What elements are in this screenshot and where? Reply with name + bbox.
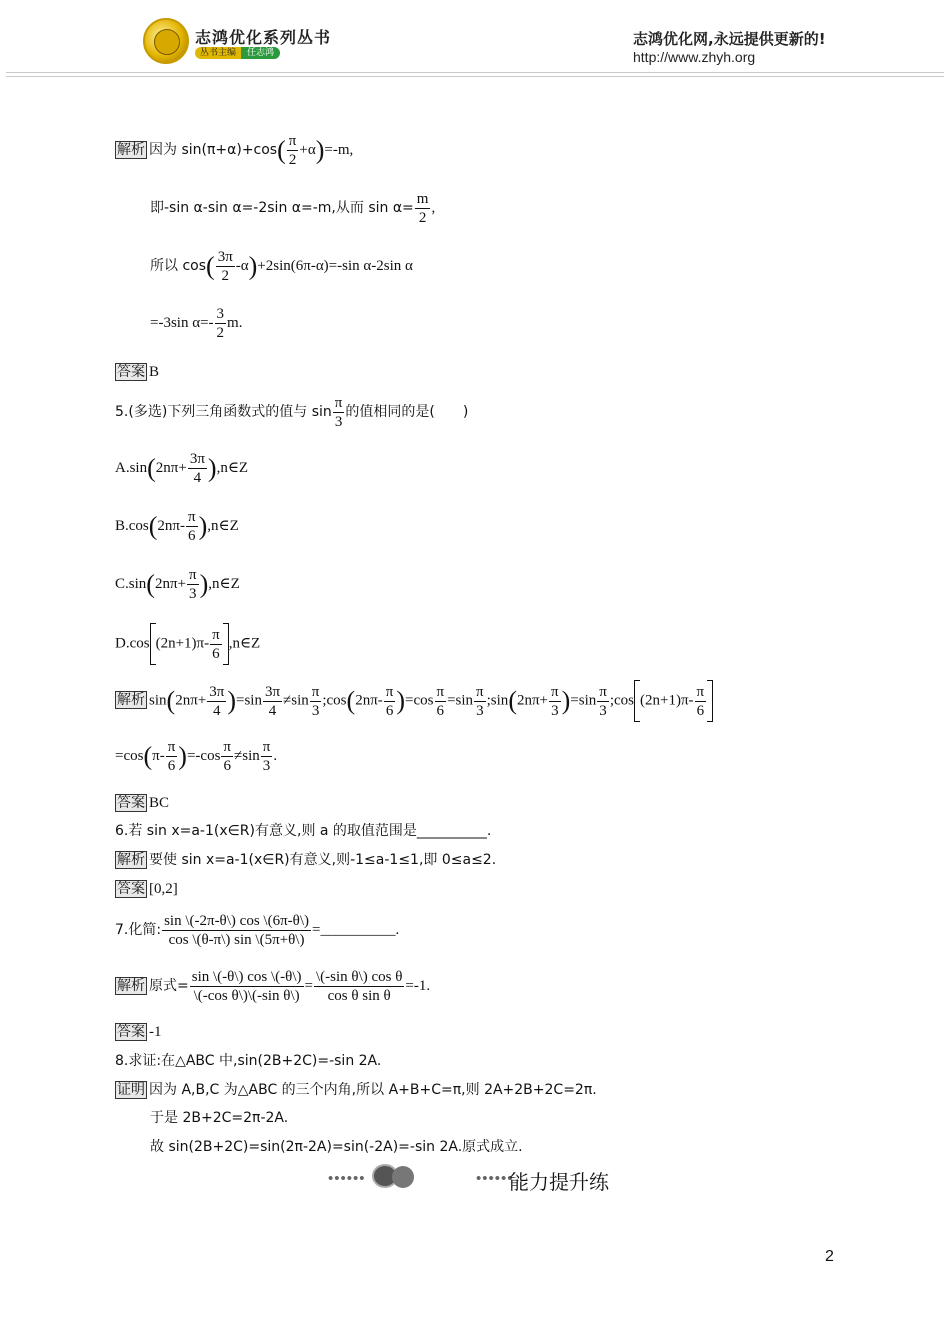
q6-analysis: 解析 要使 sin x=a-1(x∈R)有意义,则-1≤a-1≤1,即 0≤a≤2. bbox=[117, 852, 497, 868]
publisher-logo bbox=[143, 18, 189, 64]
q6-stem: 6.若 sin x=a-1(x∈R)有意义,则 a 的取值范围是__________. bbox=[115, 823, 492, 839]
q8-proof-line-3: 故 sin(2B+2C)=sin(2π-2A)=sin(-2A)=-sin 2A.原式成立. bbox=[150, 1139, 523, 1155]
proof-label: 证明 bbox=[117, 1082, 145, 1098]
site-slogan: 志鸿优化网,永远提供更新的! bbox=[633, 30, 826, 48]
q5-option-a: A.sin(2nπ+ $\frac{3\pi}{4}$ ),n∈Z bbox=[115, 451, 249, 486]
page-header bbox=[0, 0, 950, 80]
analysis-label: 解析 bbox=[117, 692, 145, 709]
q8-stem: 8.求证:在△ABC 中,sin(2B+2C)=-sin 2A. bbox=[115, 1053, 382, 1069]
q5-option-d: D.cos (2n+1)π- $\frac{\pi}{6}$ ,n∈Z bbox=[115, 623, 260, 665]
editor-tag-label: 丛书主编 bbox=[195, 47, 241, 59]
answer-label: 答案 bbox=[117, 364, 145, 380]
section-dots-right: •••••• bbox=[476, 1170, 514, 1187]
q4-analysis-line-3: 所以 cos( $\frac{3\pi}{2}$ -α)+2sin(6π-α)=-sin α-2sin α bbox=[150, 249, 413, 284]
page-number: 2 bbox=[825, 1248, 834, 1265]
answer-label: 答案 bbox=[117, 795, 145, 811]
section-badge-icon bbox=[372, 1164, 416, 1188]
q8-proof-line-2: 于是 2B+2C=2π-2A. bbox=[150, 1110, 289, 1126]
q4-analysis-line-4: =-3sin α=- $\frac{3}{2}$ m. bbox=[150, 306, 243, 341]
q5-analysis-line-1: 解析 sin(2nπ+ $\frac{3\pi}{4}$ )=sin $\frac{3\pi}{4}$ ≠sin $\frac{\pi}{3}$ ;cos(2nπ- $\frac{\pi}{6}$ )=cos $\frac{\pi}{6}$ =sin $\frac{\pi}{3}$ ;sin(2nπ+ $\frac{\pi}{3}$ )=sin $\frac{\pi}{3}$ ;cos (2n+1)π- $\frac{\pi}{6}$ bbox=[115, 680, 713, 722]
q5-option-c: C.sin(2nπ+ $\frac{\pi}{3}$ ),n∈Z bbox=[115, 567, 240, 602]
q6-answer: 答案 [0,2] bbox=[117, 881, 178, 897]
q4-analysis-line-1: 解析 因为 sin(π+α)+cos( $\frac{\pi}{2}$ +α)=-m, bbox=[117, 133, 354, 168]
answer-label: 答案 bbox=[117, 881, 145, 897]
q4-analysis-line-2: 即-sin α-sin α=-2sin α=-m,从而 sin α= $\frac{m}{2}$ , bbox=[150, 191, 436, 226]
brand-title: 志鸿优化系列丛书 bbox=[195, 28, 332, 47]
q7-answer: 答案 -1 bbox=[117, 1024, 162, 1040]
header-rule bbox=[6, 76, 944, 77]
header-rule bbox=[6, 72, 944, 73]
q5-option-b: B.cos(2nπ- $\frac{\pi}{6}$ ),n∈Z bbox=[115, 509, 239, 544]
q4-answer: 答案 B bbox=[117, 364, 160, 380]
q5-analysis-line-2: =cos(π- $\frac{\pi}{6}$ )=-cos $\frac{\pi}{6}$ ≠sin $\frac{\pi}{3}$ . bbox=[115, 739, 278, 774]
q5-answer: 答案 BC bbox=[117, 795, 170, 811]
q7-stem: 7.化简: $\frac{\sin \backslash(-2\pi-\theta\backslash) \cos \backslash(6\pi-\theta\backslash)}{\cos \backslash(\theta-\pi\backslash) \sin \backslash(5\pi+\theta\backslash)}$ =__________. bbox=[115, 913, 400, 948]
section-title: 能力提升练 bbox=[509, 1170, 609, 1194]
analysis-label: 解析 bbox=[117, 977, 145, 994]
analysis-label: 解析 bbox=[117, 141, 145, 158]
editor-tag bbox=[195, 47, 280, 59]
q5-stem: 5.(多选)下列三角函数式的值与 sin $\frac{\pi}{3}$ 的值相同的是( ) bbox=[115, 395, 469, 430]
section-dots-left: •••••• bbox=[328, 1170, 366, 1187]
site-url[interactable]: http://www.zhyh.org bbox=[633, 49, 756, 65]
analysis-label: 解析 bbox=[117, 852, 145, 868]
q7-analysis: 解析 原式= $\frac{\sin \backslash(-\theta\backslash) \cos \backslash(-\theta\backslash)}{\text{\textbackslash{}(-cos θ\textbackslash{})\textbackslash{}(-sin θ\textbackslash{})}}$ = $\frac{\text{\textbackslash{}(-sin θ\textbackslash{}) cos θ}}{\text{cos θ sin θ}}$ =-1. bbox=[117, 969, 431, 1004]
editor-tag-name: 任志鸿 bbox=[241, 47, 280, 59]
q8-proof-line-1: 证明 因为 A,B,C 为△ABC 的三个内角,所以 A+B+C=π,则 2A+2B+2C=2π. bbox=[117, 1082, 597, 1098]
answer-label: 答案 bbox=[117, 1024, 145, 1040]
